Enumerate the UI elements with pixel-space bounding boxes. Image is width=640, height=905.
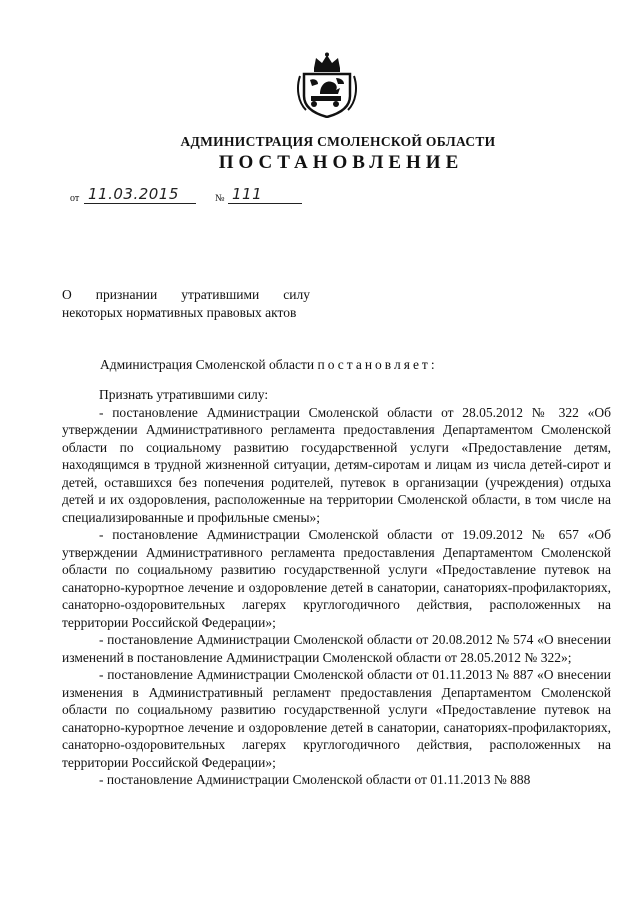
document-meta	[70, 184, 310, 206]
number-label: №	[215, 193, 225, 204]
preamble	[100, 357, 438, 373]
list-item: - постановление Администрации Смоленской области от 20.08.2012 № 574 «О внесении изменений в постановление Администрации Смоленской области от 28.05.2012 № 322»;	[62, 632, 611, 665]
number-value: 111	[232, 185, 263, 203]
date-line	[84, 203, 196, 204]
body-intro: Признать утратившими силу:	[99, 387, 269, 402]
preamble-text: Администрация Смоленской области	[100, 357, 315, 372]
list-item: - постановление Администрации Смоленской области от 01.11.2013 № 888	[99, 772, 531, 787]
date-label: от	[70, 193, 80, 204]
document-subject: О признании утратившими силу некоторых нормативных правовых актов	[62, 287, 310, 320]
document-type-title: ПОСТАНОВЛЕНИЕ	[218, 152, 464, 173]
list-item: - постановление Администрации Смоленской области от 01.11.2013 № 887 «О внесении изменения в Административный регламент предоставления Департаментом Смоленской области по социальному развитию государственной услуги «Предоставление путевок на санаторно-курортное лечение и оздоровление детей в санатории, санаториях-профилакториях, санаторно-оздоровительных лагерях круглогодичного действия, расположенных на территории Российской Федерации»;	[62, 667, 611, 770]
number-line	[228, 203, 302, 204]
organization-title: АДМИНИСТРАЦИЯ СМОЛЕНСКОЙ ОБЛАСТИ	[180, 134, 496, 149]
list-item: - постановление Администрации Смоленской области от 28.05.2012 № 322 «Об утверждении Административного регламента предоставления Департаментом Смоленской области по социальному развитию государственной услуги «Предоставление детям, находящимся в трудной жизненной ситуации, детям-сиротам и лицам из числа детей-сирот и детей, оставшихся без попечения родителей, путевок в организации (учреждения) отдыха детей и их оздоровления, расположенные на территории Смоленской области, в том числе на специализированные и профильные смены»;	[62, 404, 611, 525]
coat-of-arms-emblem	[296, 52, 358, 118]
date-value: 11.03.2015	[88, 185, 179, 203]
document-body	[62, 386, 611, 789]
list-item: - постановление Администрации Смоленской области от 19.09.2012 № 657 «Об утверждении Административного регламента предоставления Департаментом Смоленской области по социальному развитию государственной услуги «Предоставление путевок на санаторно-курортное лечение и оздоровление детей в санатории, санаториях-профилакториях, санаторно-оздоровительных лагерях круглогодичного действия, расположенных на территории Российской Федерации»;	[62, 527, 611, 630]
preamble-verb: постановляет:	[317, 357, 438, 372]
